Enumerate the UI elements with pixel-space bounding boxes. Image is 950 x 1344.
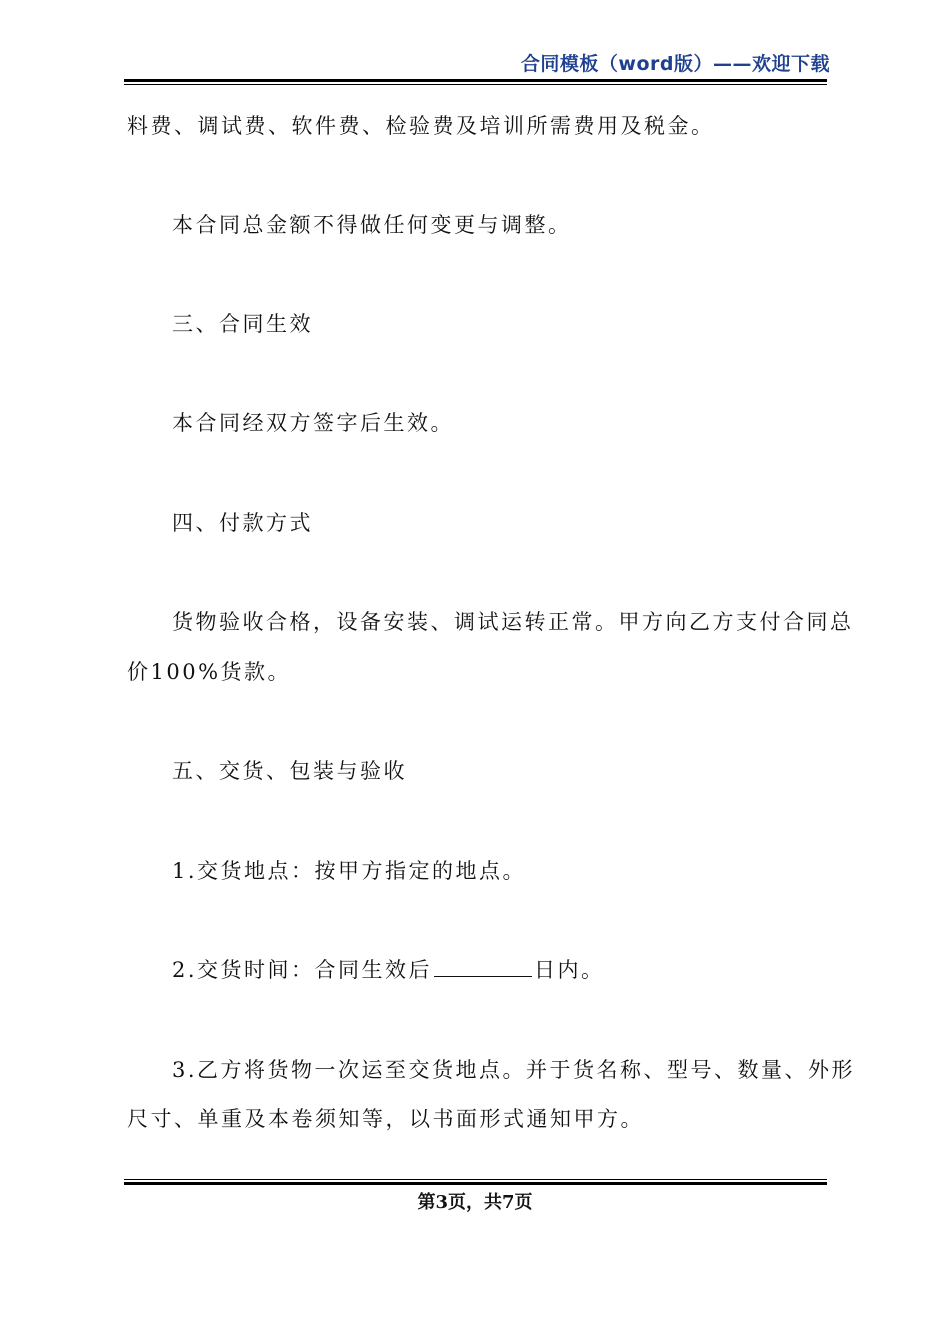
body-line-12: 尺寸、单重及本卷须知等，以书面形式通知甲方。	[127, 1107, 644, 1131]
section-heading-4: 四、付款方式	[172, 511, 313, 535]
header-rule-thick	[124, 79, 827, 82]
body-line-4: 本合同经双方签字后生效。	[172, 411, 454, 435]
fill-in-blank	[434, 958, 532, 977]
body-line-10-before: 2.交货时间：合同生效后	[172, 958, 433, 982]
header-title: 合同模板（word版）——欢迎下载	[520, 53, 830, 75]
body-line-6: 货物验收合格，设备安装、调试运转正常。甲方向乙方支付合同总	[172, 610, 854, 634]
page-number: 第3页，共7页	[417, 1192, 533, 1213]
header-rule-thin	[124, 84, 827, 85]
body-line-10-after: 日内。	[534, 958, 605, 982]
body-line-1: 料费、调试费、软件费、检验费及培训所需费用及税金。	[127, 114, 715, 138]
section-heading-3: 三、合同生效	[172, 312, 313, 336]
body-line-10	[172, 958, 605, 982]
footer-rule-thin	[124, 1179, 827, 1180]
body-line-9: 1.交货地点：按甲方指定的地点。	[172, 859, 527, 883]
body-line-7: 价100%货款。	[127, 660, 292, 684]
footer-rule-thick	[124, 1182, 827, 1185]
body-line-2: 本合同总金额不得做任何变更与调整。	[172, 213, 572, 237]
section-heading-5: 五、交货、包装与验收	[172, 759, 407, 783]
body-line-11: 3.乙方将货物一次运至交货地点。并于货名称、型号、数量、外形	[172, 1058, 856, 1082]
